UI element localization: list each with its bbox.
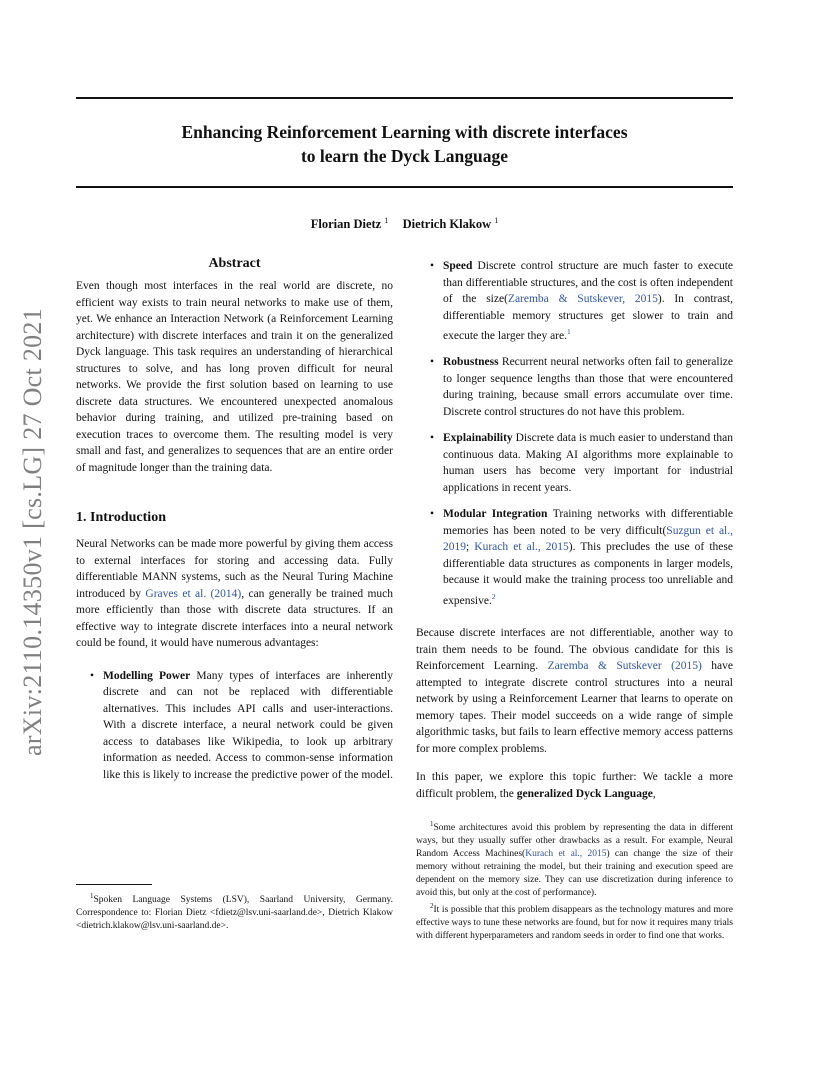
citation-link[interactable]: Zaremba & Sutskever, 2015 <box>507 293 658 305</box>
left-column <box>76 256 393 783</box>
title-line-1: Enhancing Reinforcement Learning with discrete interfaces <box>181 122 628 142</box>
page-footnotes <box>416 818 733 943</box>
footnote-mark[interactable]: 1 <box>566 327 571 336</box>
bullet-term: Speed <box>443 260 473 272</box>
advantage-list <box>76 668 393 784</box>
top-rule <box>76 97 733 99</box>
bullet-term: Explainability <box>443 432 513 445</box>
citation-link[interactable]: Graves et al. (2014) <box>145 587 242 600</box>
list-item: • Modelling Power Many types of interfaces are inherently discrete and can not be replaced with differentiable alternatives. This includes API calls and user-interactions. With a discrete interface, a neural network could be given access to databases like Wikipedia, to look up arbitrary information as needed. Access to common-sense information like this is likely to increase the predictive power of the model. <box>90 669 393 781</box>
author-affiliation-mark: 1 <box>384 216 389 225</box>
title-line-2: to learn the Dyck Language <box>300 146 509 166</box>
bullet-term: Robustness <box>443 356 499 369</box>
list-item: • Modular Integration Training networks with differentiable memories has been noted to be very difficult(Suzgun et al., 2019; Kurach et al., 2015). This precludes the use of these differentiable data structures as components in larger models, because it would make the training process too unreliable and expensive.$^2$ <box>430 508 733 607</box>
author-list <box>76 216 733 232</box>
body-paragraph: Because discrete interfaces are not differentiable, another way to train them needs to be found. The obvious candidate for this is Reinforcement Learning. Zaremba & Sutskever (2015) have attempted to integrate discrete control structures into a neural network by using a Reinforcement Learner that learns to operate on memory tapes. Their model succeeds on a wide range of simple algorithmic tasks, but fails to learn effective memory access patterns for more complex problems. <box>416 627 734 755</box>
citation-link[interactable]: Suzgun et al., 2019 <box>443 524 733 554</box>
intro-paragraph: Neural Networks can be made more powerful by giving them access to external interfaces for storing and accessing data. Fully differentiable MANN systems, such as the Neural Turing Machine introduced by Graves et al. (2014), can generally be trained much more efficiently than those with discrete data structures. If an effective way to integrate discrete interfaces into a neural network could be found, it would have numerous advantages: <box>76 538 394 649</box>
footnote-text: $^2$It is possible that this problem disappears as the technology matures and more effective ways to tune these networks are found, but for now it requires many trials with different hyperparameters and random seeds in order to find one that works. <box>416 902 733 942</box>
citation-link[interactable]: Kurach et al., 2015 <box>525 849 607 860</box>
list-item: • Robustness Recurrent neural networks often fail to generalize to longer sequence lengths than those that were encountered during training, because small errors accumulate over time. Discrete control structures do not have this problem. <box>430 356 733 418</box>
footnote-mark[interactable]: 2 <box>491 591 496 601</box>
footnote-text: $^1$Some architectures avoid this problem by representing the data in different ways, but they usually suffer other drawbacks as a result. For example, Neural Random Access Machines(Kurach et al., 2015) can change the size of their memory without retraining the model, but their training and execution speed are dependent on the memory size. They can use discretization during inference to avoid this, but only at the cost of performance). <box>416 820 734 899</box>
author-name: Dietrich Klakow <box>402 217 492 232</box>
paper-title <box>76 120 733 168</box>
footnote-rule <box>76 884 152 885</box>
list-item: • Explainability Discrete data is much easier to understand than continuous data. Making AI algorithms more explainable to human users has become very important for industrial applications in recent years. <box>430 432 733 494</box>
author-name: Florian Dietz <box>310 217 382 232</box>
footnote-text: $^1$Spoken Language Systems (LSV), Saarland University, Germany. Correspondence to: Florian Dietz <fdietz@lsv.uni-saarland.de>, Dietrich Klakow <dietrich.klakow@lsv.uni-saarland.de>. <box>76 892 393 932</box>
affiliation-footnote <box>76 884 393 933</box>
right-column <box>416 258 733 802</box>
bullet-term: Modelling Power <box>103 669 191 682</box>
bottom-rule <box>76 186 733 188</box>
bullet-term: Modular Integration <box>443 508 548 521</box>
citation-link[interactable]: Zaremba & Sutskever (2015) <box>547 660 702 673</box>
body-paragraph: In this paper, we explore this topic further: We tackle a more difficult problem, the generalized Dyck Language, <box>416 771 733 800</box>
advantage-list <box>416 258 733 609</box>
citation-link[interactable]: Kurach et al., 2015 <box>474 541 569 554</box>
abstract-text: Even though most interfaces in the real world are discrete, no efficient way exists to train neural networks to make use of them, yet. We enhance an Interaction Network (a Reinforcement Learning architecture) with discrete interfaces and train it on the generalized Dyck language. This task requires an understanding of hierarchical structures to solve, and has long proven difficult for neural networks. We provide the first solution based on learning to use discrete data structures. We encountered unexpected anomalous behavior during training, and utilized pre-training based on execution traces to overcome them. The resulting model is very small and fast, and generalizes to sequences that are an entire order of magnitude longer than the training data. <box>76 280 393 474</box>
list-item: • Speed Discrete control structure are much faster to execute than differentiable structures, and the cost is often independent of the size(Zaremba & Sutskever, 2015). In contrast, differentiable memory structures get slower to train and execute the larger they are.$^1$ <box>430 260 733 342</box>
author-affiliation-mark: 1 <box>494 216 499 225</box>
arxiv-stamp: arXiv:2110.14350v1 [cs.LG] 27 Oct 2021 <box>18 307 47 756</box>
section-heading: 1. Introduction <box>76 510 166 525</box>
abstract-heading: Abstract <box>208 256 261 271</box>
